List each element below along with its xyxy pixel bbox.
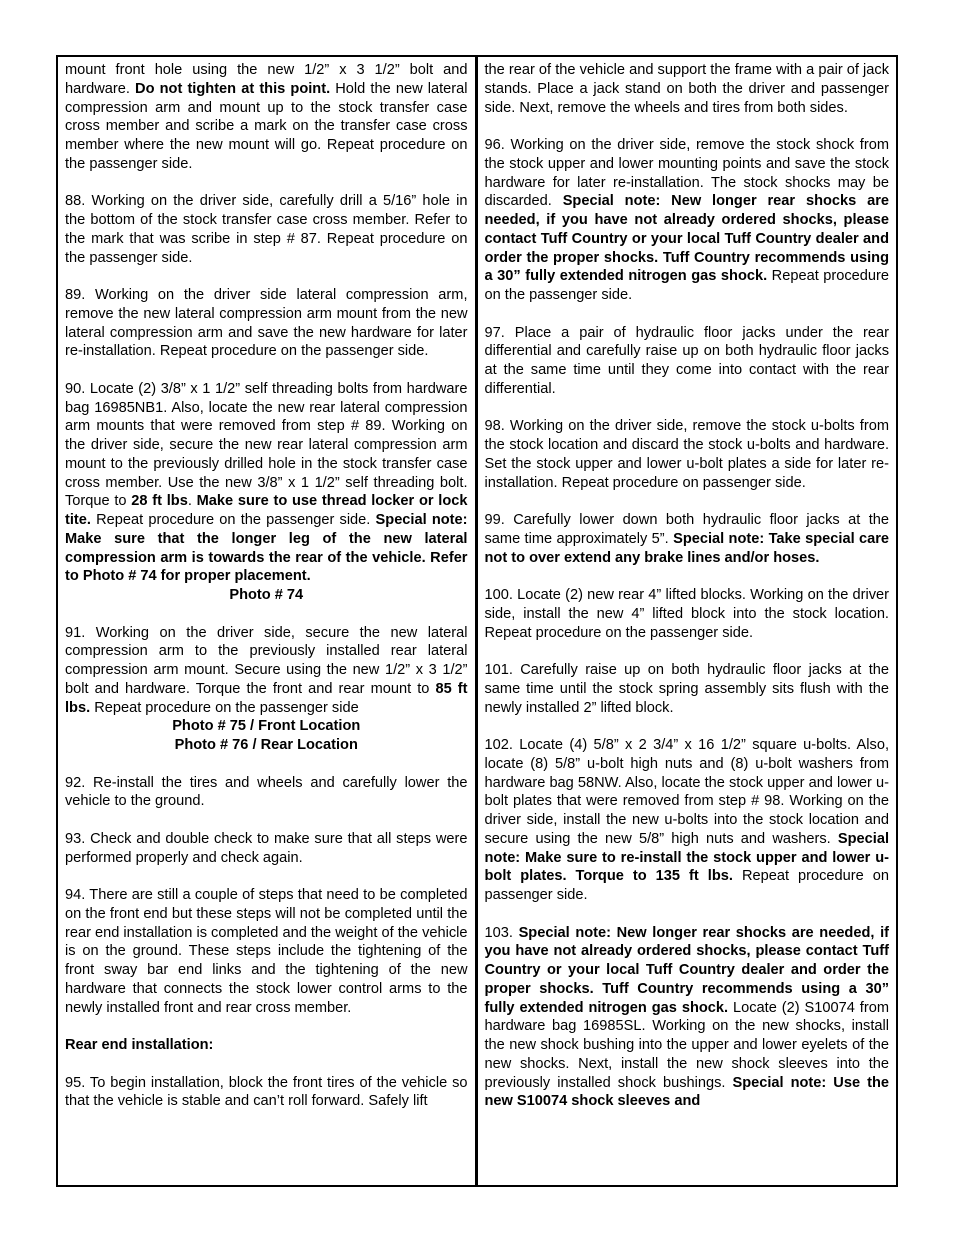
paragraph-99 — [485, 511, 890, 567]
text: Locate (2) S10074 from hardware bag 16985SL. Working on the new shocks, install the new shock bushing into the upper and lower eyelets of the new shocks. Next, install the new shock sleeves into the previously installed shock bushings. — [484, 999, 889, 1091]
text: 91. Working on the driver side, secure the new lateral compression arm to the previously installed rear lateral compression arm mount. Secure using the new 1/2” x 3 1/2” bolt and hardware. Torque the front and rear mount to — [65, 624, 468, 697]
text: Repeat procedure on the passenger side — [90, 699, 359, 716]
text: 103. — [484, 924, 519, 941]
paragraph-88: 88. Working on the driver side, carefully drill a 5/16” hole in the bottom of the stock transfer case cross member. Refer to the mark that was scribe in step # 87. Repeat procedure on the passenger side. — [65, 193, 468, 266]
paragraph-90 — [65, 380, 468, 586]
paragraph-89: 89. Working on the driver side lateral compression arm, remove the new lateral compression arm mount from the new lateral compression arm and save the new hardware for later re-installation. Repeat procedure on the passenger side. — [65, 287, 468, 360]
heading-text: Rear end installation: — [65, 1037, 214, 1053]
photo-75-caption: Photo # 75 / Front Location — [172, 718, 361, 735]
paragraph-98: 98. Working on the driver side, remove the stock u-bolts from the stock location and discard the stock u-bolts and hardware. Set the stock upper and lower u-bolt plates a side for later re-installation. Repeat procedure on passenger side. — [484, 418, 889, 491]
paragraph-95-continued: the rear of the vehicle and support the frame with a pair of jack stands. Place a jack stand on both the driver and passenger side. Next, remove the wheels and tires from both sides. — [484, 62, 889, 116]
document-frame — [56, 55, 898, 1187]
text: Repeat procedure on passenger side. — [484, 868, 889, 903]
paragraph-87-continued — [65, 61, 468, 174]
text: Hold the new lateral compression arm and mount up to the stock transfer case cross member and scribe a mark on the transfer case cross member where the new mount will go. Repeat procedure on the passenger side. — [65, 80, 468, 172]
right-column — [478, 57, 897, 1185]
text: mount front hole using the new 1/2” x 3 1/2” bolt and hardware. — [65, 62, 468, 97]
paragraph-92: 92. Re-install the tires and wheels and carefully lower the vehicle to the ground. — [65, 774, 468, 810]
paragraph-95: 95. To begin installation, block the front tires of the vehicle so that the vehicle is stable and can’t roll forward. Safely lift — [65, 1074, 468, 1110]
rear-end-heading — [65, 1036, 468, 1055]
paragraph-93: 93. Check and double check to make sure that all steps were performed properly and check again. — [65, 830, 468, 866]
text: 90. Locate (2) 3/8” x 1 1/2” self threading bolts from hardware bag 16985NB1. Also, locate the new rear lateral compression arm mounts that were removed from step # 89. Working on the driver side, secure the new rear lateral compression arm mount to the previously drilled hole in the stock transfer case cross member. Use the new 3/8” x 1 1/2” self threading bolt. Torque to — [65, 380, 468, 510]
bold-text: Special note: Take special care not to over extend any brake lines and/or hoses. — [484, 530, 890, 566]
photo-76-caption: Photo # 76 / Rear Location — [174, 737, 358, 753]
paragraph-103 — [485, 924, 890, 1112]
paragraph-91 — [65, 624, 468, 718]
text: Repeat procedure on the passenger side. — [484, 268, 889, 303]
paragraph-101: 101. Carefully raise up on both hydraulic floor jacks at the same time until the stock spring assembly sits flush with the newly installed 2” lifted block. — [484, 662, 889, 716]
text: 99. Carefully lower down both hydraulic floor jacks at the same time approximately 5”. — [484, 512, 889, 547]
paragraph-94: 94. There are still a couple of steps that need to be completed on the front end but these steps will not be completed until the rear end installation is completed and the weight of the vehicle is on the ground. These steps include the tightening of the front sway bar end links and the tightening of the new hardware that connects the stock lower control arms to the newly installed front and rear cross member. — [65, 887, 468, 1016]
paragraph-97: 97. Place a pair of hydraulic floor jacks under the rear differential and carefully raise up on both hydraulic floor jacks at the same time until they come into contact with the rear differential. — [484, 324, 889, 397]
photo-74-caption: Photo # 74 — [229, 587, 304, 603]
bold-text: Special note: New longer rear shocks are needed, if you have not already ordered shocks, please contact Tuff Country or your local Tuff Country dealer and order the proper shocks. Tuff Country recommends using a 30” fully extended nitrogen gas shock. — [484, 924, 889, 1016]
text: 102. Locate (4) 5/8” x 2 3/4” x 16 1/2” square u-bolts. Also, locate (8) 5/8” u-bolt high nuts and (8) u-bolt washers from hardware bag 58NW. Also, locate the stock upper and lower u-bolt plates that were removed from step # 98. Working on the driver side, install the new u-bolts into the stock location and secure using the new 5/8” high nuts and washers. — [484, 737, 889, 847]
paragraph-96 — [485, 136, 890, 305]
bold-text: 85 ft lbs. — [65, 680, 468, 716]
bold-text: Make sure to use thread locker or lock tite. — [65, 493, 468, 528]
bold-text: Special note: New longer rear shocks are needed, if you have not already ordered shocks, please contact Tuff Country or your local Tuff Country dealer and order the proper shocks. Tuff Country recommends using a 30” fully extended nitrogen gas shock. — [484, 193, 890, 285]
text: Repeat procedure on the passenger side. — [90, 512, 376, 528]
bold-text: Special note: Use the new S10074 shock sleeves and — [484, 1074, 889, 1110]
bold-text: 28 ft lbs — [131, 493, 188, 510]
bold-text: Do not tighten at this point. — [135, 80, 331, 97]
text: . — [187, 493, 197, 510]
bold-text: Special note: Make sure to re-install the stock upper and lower u-bolt plates. Torque to 135 ft lbs. — [484, 830, 889, 885]
text: 96. Working on the driver side, remove the stock shock from the stock upper and lower mounting points and save the stock hardware for later re-installation. The stock shocks may be discarded. — [484, 137, 889, 210]
paragraph-102 — [485, 736, 890, 905]
bold-text: Special note: Make sure that the longer leg of the new lateral compression arm is towards the rear of the vehicle. Refer to Photo # 74 for proper placement. — [65, 512, 468, 585]
paragraph-100: 100. Locate (2) new rear 4” lifted blocks. Working on the driver side, install the new 4” lifted block into the stock location. Repeat procedure on the passenger side. — [484, 587, 889, 641]
left-column — [58, 57, 478, 1185]
